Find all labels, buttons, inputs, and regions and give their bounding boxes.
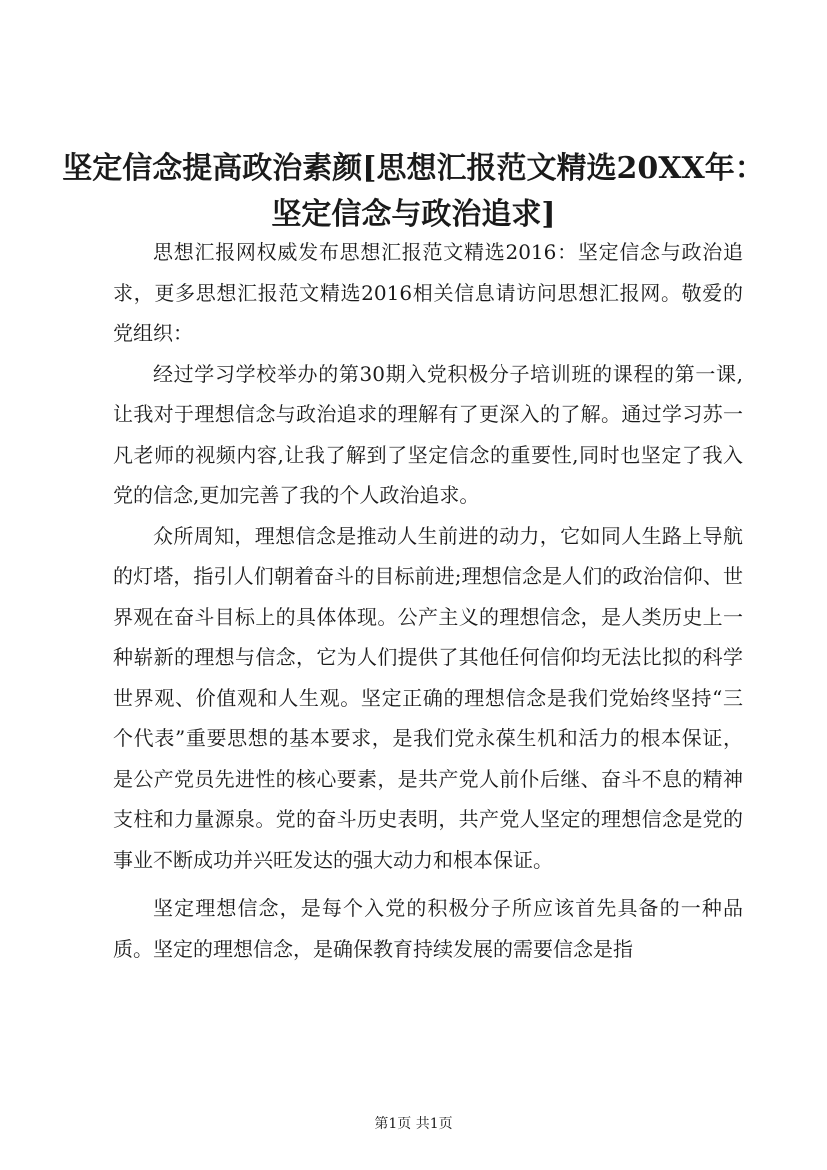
paragraph: 众所周知，理想信念是推动人生前进的动力，它如同人生路上导航的灯塔，指引人们朝着奋斗的目标前进;理想信念是人们的政治信仰、世界观在奋斗目标上的具体体现。公产主义的理想信念，是人类历史上一种崭新的理想与信念，它为人们提供了其他任何信仰均无法比拟的科学世界观、价值观和人生观。坚定正确的理想信念是我们党始终坚持“三个代表”重要思想的基本要求，是我们党永葆生机和活力的根本保证，是公产党员先进性的核心要素，是共产党人前仆后继、奋斗不息的精神支柱和力量源泉。党的奋斗历史表明，共产党人坚定的理想信念是党的事业不断成功并兴旺发达的强大动力和根本保证。 <box>113 523 743 872</box>
paragraph: 思想汇报网权威发布思想汇报范文精选2016：坚定信念与政治追求，更多思想汇报范文精选2016相关信息请访问思想汇报网。敬爱的党组织： <box>113 240 743 345</box>
document-body <box>113 232 743 969</box>
page-footer: 第1页 共1页 <box>374 1116 453 1132</box>
document-title: 坚定信念提高政治素颜[思想汇报范文精选20XX年：坚定信念与政治追求] <box>62 151 765 232</box>
paragraph: 经过学习学校举办的第30期入党积极分子培训班的课程的第一课,让我对于理想信念与政治追求的理解有了更深入的了解。通过学习苏一凡老师的视频内容,让我了解到了坚定信念的重要性,同时也坚定了我入党的信念,更加完善了我的个人政治追求。 <box>113 361 743 507</box>
paragraph: 坚定理想信念，是每个入党的积极分子所应该首先具备的一种品质。坚定的理想信念，是确保教育持续发展的需要信念是指 <box>113 896 743 961</box>
